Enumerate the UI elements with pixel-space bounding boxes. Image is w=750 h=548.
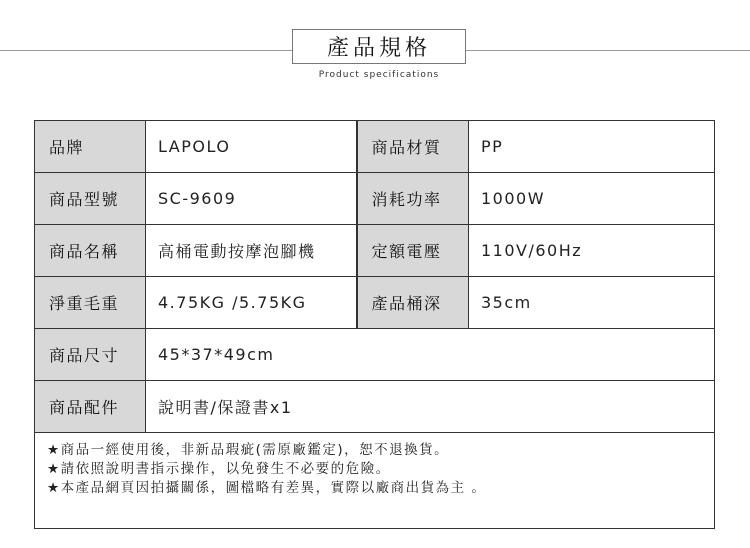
model-value: SC-9609 xyxy=(146,173,357,225)
note-line: ★請依照說明書指示操作，以免發生不必要的危險。 xyxy=(47,461,391,477)
depth-value: 35cm xyxy=(469,277,715,329)
accessories-label: 商品配件 xyxy=(35,381,146,433)
table-row xyxy=(35,225,715,277)
page-subtitle: Product specifications xyxy=(318,70,440,80)
header-rule-right xyxy=(466,50,750,51)
table-row xyxy=(35,329,715,381)
table-row xyxy=(35,121,715,173)
accessories-value: 說明書/保證書x1 xyxy=(146,381,715,433)
material-value: PP xyxy=(469,121,715,173)
note-line: ★商品一經使用後，非新品瑕疵(需原廠鑑定)，恕不退換貨。 xyxy=(47,442,450,458)
model-label: 商品型號 xyxy=(35,173,146,225)
size-label: 商品尺寸 xyxy=(35,329,146,381)
power-value: 1000W xyxy=(469,173,715,225)
power-label: 消耗功率 xyxy=(357,173,469,225)
weight-label: 淨重毛重 xyxy=(35,277,146,329)
brand-label: 品牌 xyxy=(35,121,146,173)
table-row xyxy=(35,277,715,329)
weight-value: 4.75KG /5.75KG xyxy=(146,277,357,329)
voltage-label: 定額電壓 xyxy=(357,225,469,277)
table-row xyxy=(35,173,715,225)
table-row xyxy=(35,433,715,529)
voltage-value: 110V/60Hz xyxy=(469,225,715,277)
spec-table xyxy=(34,120,715,529)
product-name-label: 商品名稱 xyxy=(35,225,146,277)
depth-label: 產品桶深 xyxy=(357,277,469,329)
notes-cell xyxy=(35,433,715,529)
header-rule-left xyxy=(0,50,292,51)
note-line: ★本產品網頁因拍攝關係，圖檔略有差異，實際以廠商出貨為主 。 xyxy=(47,480,487,496)
material-label: 商品材質 xyxy=(357,121,469,173)
brand-value: LAPOLO xyxy=(146,121,357,173)
product-name-value: 高桶電動按摩泡腳機 xyxy=(146,225,357,277)
size-value: 45*37*49cm xyxy=(146,329,715,381)
page-title: 產品規格 xyxy=(292,29,466,64)
table-row xyxy=(35,381,715,433)
